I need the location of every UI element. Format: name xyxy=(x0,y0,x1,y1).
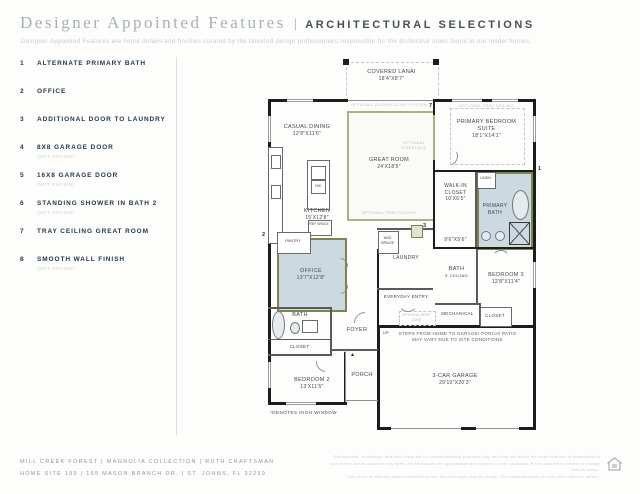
room-label-mechanical: MECHANICAL xyxy=(441,311,474,316)
wall xyxy=(435,247,536,249)
wall xyxy=(377,288,433,290)
vertical-divider xyxy=(176,57,177,435)
feature-label: 16X8 GARAGE DOOR xyxy=(37,172,119,179)
lanai-post xyxy=(433,59,439,65)
sink xyxy=(271,185,281,199)
label-optional-sliding-door: OPTIONAL SLIDING DOOR SYSTEM xyxy=(350,102,428,107)
wall xyxy=(268,99,271,405)
window xyxy=(492,99,518,102)
room-label-porch: PORCH xyxy=(351,372,373,378)
feature-item-1 xyxy=(20,60,172,67)
equal-housing-icon xyxy=(607,457,622,477)
label-ref-space: REF SPACE xyxy=(309,222,329,226)
feature-item-8 xyxy=(20,256,172,271)
feature-note: (NOT SHOWN) xyxy=(37,210,75,215)
label-wd-space: W/D SPACE xyxy=(380,235,395,246)
feature-number: 7 xyxy=(20,228,25,235)
wall xyxy=(433,99,536,102)
feature-label: TRAY CEILING GREAT ROOM xyxy=(37,228,149,235)
feature-number: 4 xyxy=(20,144,25,151)
door-arc xyxy=(492,250,510,268)
feature-label: ADDITIONAL DOOR TO LAUNDRY xyxy=(37,116,166,123)
room-label-bath3: BATH xyxy=(292,312,308,318)
window xyxy=(268,362,271,388)
label-steps-note: STEPS FROM HOME TO GARAGE/ PORCH/ PATIO MAY VARY DUE TO SITE CONDITIONS xyxy=(398,331,517,342)
label-high-window-note: *DENOTES HIGH WINDOW xyxy=(270,410,337,415)
feature-item-4 xyxy=(20,144,172,159)
wall xyxy=(435,303,480,305)
feature-label: 8X8 GARAGE DOOR xyxy=(37,144,114,151)
bathtub xyxy=(272,311,285,339)
room-label-bedroom2: BEDROOM 2 13'X11'5" xyxy=(294,377,330,391)
feature-number: 3 xyxy=(20,116,25,123)
footer-disclaimer: Photographs, renderings, and floor plans are for representational purposes only and may not reflect the exact features or dimensions of your home; actual structure may differ. All dimensions are approximate and subject to field variations. Prices and offers subject to change without notice. This is not an offering where prohibited by law. Not all images may be shown. See sales associate or visit sales office for details. xyxy=(330,454,600,479)
garage-wall xyxy=(461,427,476,430)
label-dishwasher: DW xyxy=(315,184,321,188)
footer-community-info xyxy=(20,456,274,480)
header-description: Designer Appointed Features are home details and finishes curated by the talented design professionals responsible for the distinctive looks found in our model homes. xyxy=(21,39,532,45)
wall xyxy=(268,339,331,340)
label-optional-fireplace: OPTIONAL FIREPLACE xyxy=(401,140,427,150)
label-up: UP xyxy=(382,330,390,335)
feature-label: OFFICE xyxy=(37,88,67,95)
door-arc xyxy=(312,348,340,376)
porch-outline xyxy=(345,350,346,402)
feature-number: 8 xyxy=(20,256,25,263)
room-label-kitchen: KITCHEN 15'X12'8" xyxy=(303,208,331,222)
label-optional-tray-primary: OPTIONAL TRAY CEILING xyxy=(459,103,514,108)
page-header xyxy=(20,13,535,33)
window xyxy=(452,99,482,102)
room-label-great-room: GREAT ROOM 24'X18'5" xyxy=(368,157,410,171)
room-label-walk-in-closet: WALK-IN CLOSET 10'X6'5" xyxy=(444,183,467,202)
plan-marker-1: 1 xyxy=(538,166,542,172)
label-drop-zone: OPTIONAL DROP ZONE xyxy=(402,313,431,322)
room-label-casual-dining: CASUAL DINING 12'8"X11'6" xyxy=(283,124,331,138)
room-label-garage: 3-CAR GARAGE 29'10"X20'3" xyxy=(432,373,478,387)
wall xyxy=(433,160,435,249)
page-subtitle-caps: ARCHITECTURAL SELECTIONS xyxy=(305,19,535,31)
garage-wall xyxy=(377,427,391,430)
title-divider: | xyxy=(293,16,298,31)
optional-laundry-door xyxy=(411,225,423,238)
room-label-bedroom3: BEDROOM 3 12'8"X11'4" xyxy=(488,272,524,286)
island-sink xyxy=(311,166,326,180)
room-label-covered-lanai: COVERED LANAI 18'4"X8'7" xyxy=(367,69,416,83)
window xyxy=(286,402,316,405)
room-label-primary-bedroom: PRIMARY BEDROOM SUITE 18'1"X14'1" xyxy=(456,119,517,140)
feature-label: ALTERNATE PRIMARY BATH xyxy=(37,60,146,67)
bathtub xyxy=(512,190,529,220)
feature-label: STANDING SHOWER IN BATH 2 xyxy=(37,200,158,207)
label-everyday-entry: EVERYDAY ENTRY xyxy=(383,294,429,299)
window xyxy=(533,116,536,142)
vanity-sink xyxy=(481,231,491,241)
wall xyxy=(330,349,378,351)
feature-item-6 xyxy=(20,200,172,215)
page-title: Designer Appointed Features xyxy=(20,13,286,32)
feature-item-3 xyxy=(20,116,172,123)
footer-line1: MILL CREEK FOREST | MAGNOLIA COLLECTION | RUTH CRAFTSMAN xyxy=(20,459,275,465)
feature-note: (NOT SHOWN) xyxy=(37,182,75,187)
feature-item-2 xyxy=(20,88,172,95)
shower xyxy=(509,222,530,245)
room-label-bath2: BATH 9' CEILING xyxy=(444,266,469,279)
sink xyxy=(302,320,318,333)
room-label-foyer: FOYER xyxy=(346,327,368,333)
toilet xyxy=(290,322,300,334)
plan-marker-7: 7 xyxy=(429,103,433,109)
feature-number: 2 xyxy=(20,88,25,95)
wall-oven xyxy=(271,155,281,169)
feature-label: SMOOTH WALL FINISH xyxy=(37,256,125,263)
room-label-office: OFFICE 13'7"X12'8" xyxy=(296,268,326,282)
feature-item-5 xyxy=(20,172,172,187)
feature-note: (NOT SHOWN) xyxy=(37,154,75,159)
lanai-post xyxy=(343,59,349,65)
garage-wall xyxy=(377,325,380,430)
window xyxy=(287,99,313,102)
garage-wall xyxy=(519,427,536,430)
label-optional-tray-great: OPTIONAL TRAY CEILING xyxy=(361,210,417,215)
feature-number: 6 xyxy=(20,200,25,207)
wall xyxy=(433,99,435,115)
label-hall-dims: 9'6"X5'6" xyxy=(444,237,467,243)
feature-number: 5 xyxy=(20,172,25,179)
label-linen: LINEN xyxy=(480,176,491,180)
plan-marker-3: 3 xyxy=(423,223,427,229)
sliding-door-line xyxy=(348,100,433,101)
vanity-sink xyxy=(495,231,505,241)
wall xyxy=(268,307,331,309)
feature-number: 1 xyxy=(20,60,25,67)
garage-door-16x8 xyxy=(391,428,461,429)
feature-note: (NOT SHOWN) xyxy=(37,266,75,271)
footer-line2: HOME SITE 199 | 165 MASON BRANCH DR. | ST. JOHNS, FL 32259 xyxy=(20,471,267,477)
feature-item-7 xyxy=(20,228,172,235)
room-label-closet-bed3: CLOSET xyxy=(485,313,505,318)
porch-outline xyxy=(345,400,378,401)
room-label-primary-bath: PRIMARY BATH xyxy=(482,203,508,216)
garage-door-8x8 xyxy=(476,428,519,429)
room-label-laundry: LAUNDRY xyxy=(393,255,419,261)
room-label-closet-bed2: CLOSET xyxy=(289,344,310,349)
plan-marker-2: 2 xyxy=(262,232,266,238)
entry-triangle-icon: ▲ xyxy=(350,352,355,358)
label-pantry: PANTRY xyxy=(285,238,301,243)
